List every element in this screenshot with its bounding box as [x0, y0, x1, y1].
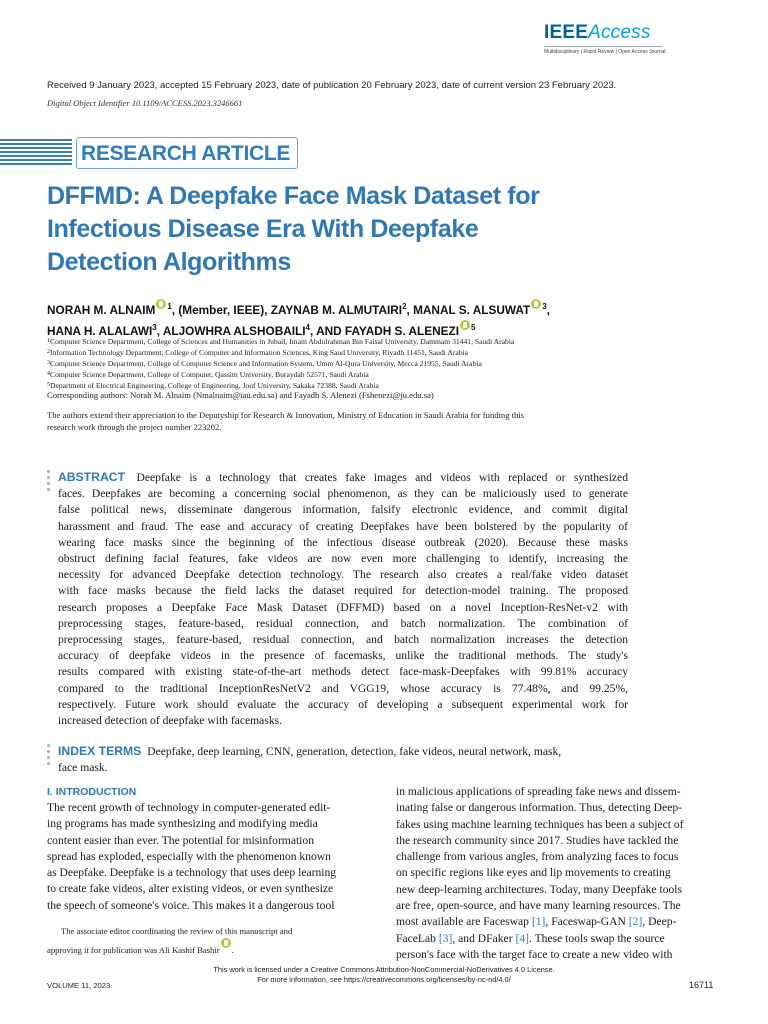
index-terms-text: Deepfake, deep learning, CNN, generation, detection, fake videos, neural network, mask, — [147, 745, 562, 758]
abstract-line: preprocessing stages, feature-based, residual connection, and batch normalization increases the detection — [58, 633, 628, 647]
logo-access: Access — [588, 22, 651, 43]
abstract-line: wearing face masks since the beginning of the infectious disease outbreak (2020). Because these masks — [58, 535, 628, 549]
body-column-right — [396, 784, 721, 963]
body-line: content easier than ever. The potential for misinformation — [47, 833, 315, 847]
body-line — [396, 931, 721, 947]
abstract-line: increased detection of deepfake with facemasks. — [58, 714, 283, 728]
abstract-label: ABSTRACT — [58, 470, 126, 484]
article-type-label: RESEARCH ARTICLE — [76, 137, 298, 169]
affil-number: 1 — [47, 338, 50, 344]
received-dates: Received 9 January 2023, accepted 15 February 2023, date of publication 20 February 2023, date of current version 23 February 2023. — [47, 80, 617, 91]
body-text: FaceLab — [396, 931, 439, 945]
abstract-line: obstruct defining facial features, fake videos are now even more challenging to identify, increasing the — [58, 552, 628, 566]
body-text: , Deep- — [642, 915, 677, 929]
body-line: The recent growth of technology in computer-generated edit- — [47, 801, 331, 814]
author-name: , ALJOWHRA ALSHOBAILI — [156, 324, 306, 338]
abstract-line: respectively. Future work should evaluate the accuracy of developing a subsequent experimental work for — [58, 697, 628, 711]
affiliation — [47, 347, 514, 358]
article-type-banner — [0, 137, 291, 169]
citation-link[interactable]: [1] — [531, 915, 546, 929]
editor-footnote — [47, 925, 372, 957]
corresponding-authors: Corresponding authors: Norah M. Alnaim (Nmalnaim@iau.edu.sa) and Fayadh S. Alenezi (Fshenezi@ju.edu.sa) — [47, 390, 434, 400]
author-name: HANA H. ALALAWI — [47, 324, 153, 338]
author-line — [47, 298, 737, 319]
affil-text: Information Technology Department, College of Computer and Information Sciences, King Saud University, Riyadh 11451, Saudi Arabia — [50, 348, 469, 357]
affil-sup: 2 — [402, 302, 407, 311]
title-line: Detection Algorithms — [47, 248, 291, 276]
body-text: , Faceswap-GAN — [545, 915, 629, 929]
abstract-line: compared to the traditional InceptionResNetV2 and VGG19, whose accuracy is 77.48%, and 99.25%, — [58, 681, 628, 695]
affil-sup: 3 — [542, 302, 547, 311]
affil-text: Computer Science Department, College of Computer, Qassim University, Buraydah 52571, Saudi Arabia — [50, 370, 369, 379]
affil-number: 5 — [47, 382, 50, 388]
index-terms — [58, 743, 628, 776]
orcid-icon[interactable] — [531, 299, 541, 309]
abstract-text: Deepfake is a technology that creates fake images and videos with replaced or synthesized — [136, 471, 628, 484]
body-text: most available are Faceswap — [396, 915, 532, 929]
author-list — [47, 298, 737, 340]
affil-text: Computer Science Department, College of Sciences and Humanities in Jubail, Imam Abdulrahman Bin Faisal University, Dammam 31441, Saudi Arabia — [50, 337, 515, 346]
affiliation — [47, 369, 514, 380]
body-line: on specific regions like eyes and lip movements to creating — [396, 866, 671, 880]
author-name: , (Member, IEEE), ZAYNAB M. ALMUTAIRI — [171, 303, 403, 317]
affil-sup: 3 — [152, 323, 157, 332]
abstract-line: accuracy of deepfake videos in the presence of facemasks, unlike the traditional methods. The study's — [58, 649, 628, 663]
funding-line: The authors extend their appreciation to the Deputyship for Research & Innovation, Ministry of Education in Saudi Arabia for funding this — [47, 410, 525, 420]
abstract-line — [58, 469, 628, 486]
index-terms-marker — [47, 744, 51, 768]
author-name: , AND FAYADH S. ALENEZI — [309, 324, 459, 338]
title-line: DFFMD: A Deepfake Face Mask Dataset for — [47, 182, 540, 210]
orcid-icon[interactable] — [156, 299, 166, 309]
body-line: are free, open-source, and have many learning resources. The — [396, 899, 681, 913]
abstract-line: results compared with existing state-of-the-art methods detect face-mask-Deepfakes with 99.81% accuracy — [58, 665, 628, 679]
affiliations — [47, 336, 514, 391]
affil-sup: 4 — [305, 323, 310, 332]
section-heading: I. INTRODUCTION — [47, 786, 137, 798]
page-number: 16711 — [689, 980, 714, 990]
affiliation — [47, 358, 514, 369]
logo-ieee: IEEE — [544, 22, 589, 43]
affiliation — [47, 336, 514, 347]
banner-stripes — [0, 139, 72, 167]
abstract-line: preprocessing stages, feature-based, residual connection, and batch normalization. The combination of — [58, 616, 628, 630]
body-line — [396, 914, 721, 930]
affil-text: Department of Electrical Engineering, College of Engineering, Jouf University, Sakaka 72388, Saudi Arabia — [50, 381, 379, 390]
abstract-line: faces. Deepfakes are becoming a concerning social phenomenon, as they can be maliciously used to generate — [58, 487, 628, 501]
body-text: . These tools swap the source — [528, 931, 665, 945]
author-name: , MANAL S. ALSUWAT — [406, 303, 531, 317]
citation-link[interactable]: [4] — [515, 931, 529, 945]
volume-info: VOLUME 11, 2023 — [47, 981, 111, 990]
logo-wordmark — [544, 22, 714, 44]
affil-sup: 1 — [167, 302, 172, 311]
body-line: spread has exploded, especially with the phenomenon known — [47, 849, 331, 863]
abstract-line: necessity for advanced Deepfake detection technology. The research also creates a real/fake video dataset — [58, 568, 628, 582]
citation-link[interactable]: [2] — [628, 915, 643, 929]
author-sep: , — [546, 303, 550, 317]
body-line: in malicious applications of spreading fake news and dissem- — [396, 785, 681, 798]
orcid-icon[interactable] — [460, 320, 470, 330]
body-line: to create fake videos, alter existing videos, or even synthesize — [47, 882, 334, 896]
logo-divider — [544, 46, 662, 47]
body-line: the research community since 2017. Studies have tackled the — [396, 833, 679, 847]
body-column-left — [47, 800, 372, 914]
footnote-line: approving it for publication was Ali Kashif Bashir . — [47, 938, 372, 957]
funding-note — [47, 409, 627, 433]
index-line — [58, 743, 628, 760]
license-link[interactable]: For more information, see https://creativecommons.org/licenses/by-nc-nd/4.0/ — [257, 975, 511, 984]
affil-number: 4 — [47, 371, 50, 377]
footnote-text: approving it for publication was Ali Kashif Bashir — [47, 945, 220, 955]
body-line: ing programs has made synthesizing and modifying media — [47, 817, 318, 831]
body-line: as Deepfake. Deepfake is a technology that uses deep learning — [47, 866, 337, 880]
body-line: new deep-learning architectures. Today, many Deepfake tools — [396, 882, 683, 896]
paper-title — [47, 180, 607, 279]
body-line: challenge from various angles, from analyzing faces to focus — [396, 850, 679, 864]
affil-number: 3 — [47, 360, 50, 366]
index-terms-label: INDEX TERMS — [58, 744, 142, 758]
license-notice — [0, 965, 768, 985]
index-line: face mask. — [58, 761, 108, 775]
abstract — [58, 469, 628, 729]
license-line: This work is licensed under a Creative Commons Attribution-NonCommercial-NoDerivatives 4.0 License. — [213, 965, 555, 974]
body-line: person's face with the target face to create a new video with — [396, 947, 673, 961]
abstract-line: false political news, disseminate dangerous information, falsify electronic evidence, and commit digital — [58, 503, 628, 517]
doi: Digital Object Identifier 10.1109/ACCESS.2023.3246661 — [47, 98, 243, 108]
body-line: fakes using machine learning techniques has been a subject of — [396, 817, 684, 831]
body-line: inating false or dangerous information. Thus, detecting Deep- — [396, 801, 683, 815]
title-line: Infectious Disease Era With Deepfake — [47, 215, 479, 243]
citation-link[interactable]: [3] — [438, 931, 453, 945]
affil-number: 2 — [47, 349, 50, 355]
footnote-line: The associate editor coordinating the review of this manuscript and — [61, 926, 293, 936]
affil-text: Computer Science Department, College of Computer Science and Information System, Umm Al-Qura University, Mecca 21955, Saudi Arabia — [50, 359, 482, 368]
body-line: the speech of someone's voice. This makes it a dangerous tool — [47, 898, 335, 912]
abstract-line: research proposes a Deepfake Face Mask Dataset (DFFMD) based on a novel Inception-ResNet-v2 with — [58, 600, 628, 614]
abstract-marker — [47, 470, 51, 494]
body-text: , and DFaker — [452, 931, 516, 945]
journal-logo — [544, 22, 714, 55]
logo-tagline: Multidisciplinary | Rapid Review | Open Access Journal — [544, 49, 666, 55]
author-name: NORAH M. ALNAIM — [47, 303, 156, 317]
funding-line: research work through the project number 223202. — [47, 422, 222, 432]
orcid-icon[interactable] — [221, 938, 231, 948]
abstract-line: harassment and fraud. The ease and accuracy of creating Deepfakes have been bolstered by the popularity of — [58, 519, 628, 533]
abstract-line: with face masks because the field lacks the dataset required for detection-model training. The proposed — [58, 584, 628, 598]
affil-sup: 5 — [470, 323, 476, 332]
